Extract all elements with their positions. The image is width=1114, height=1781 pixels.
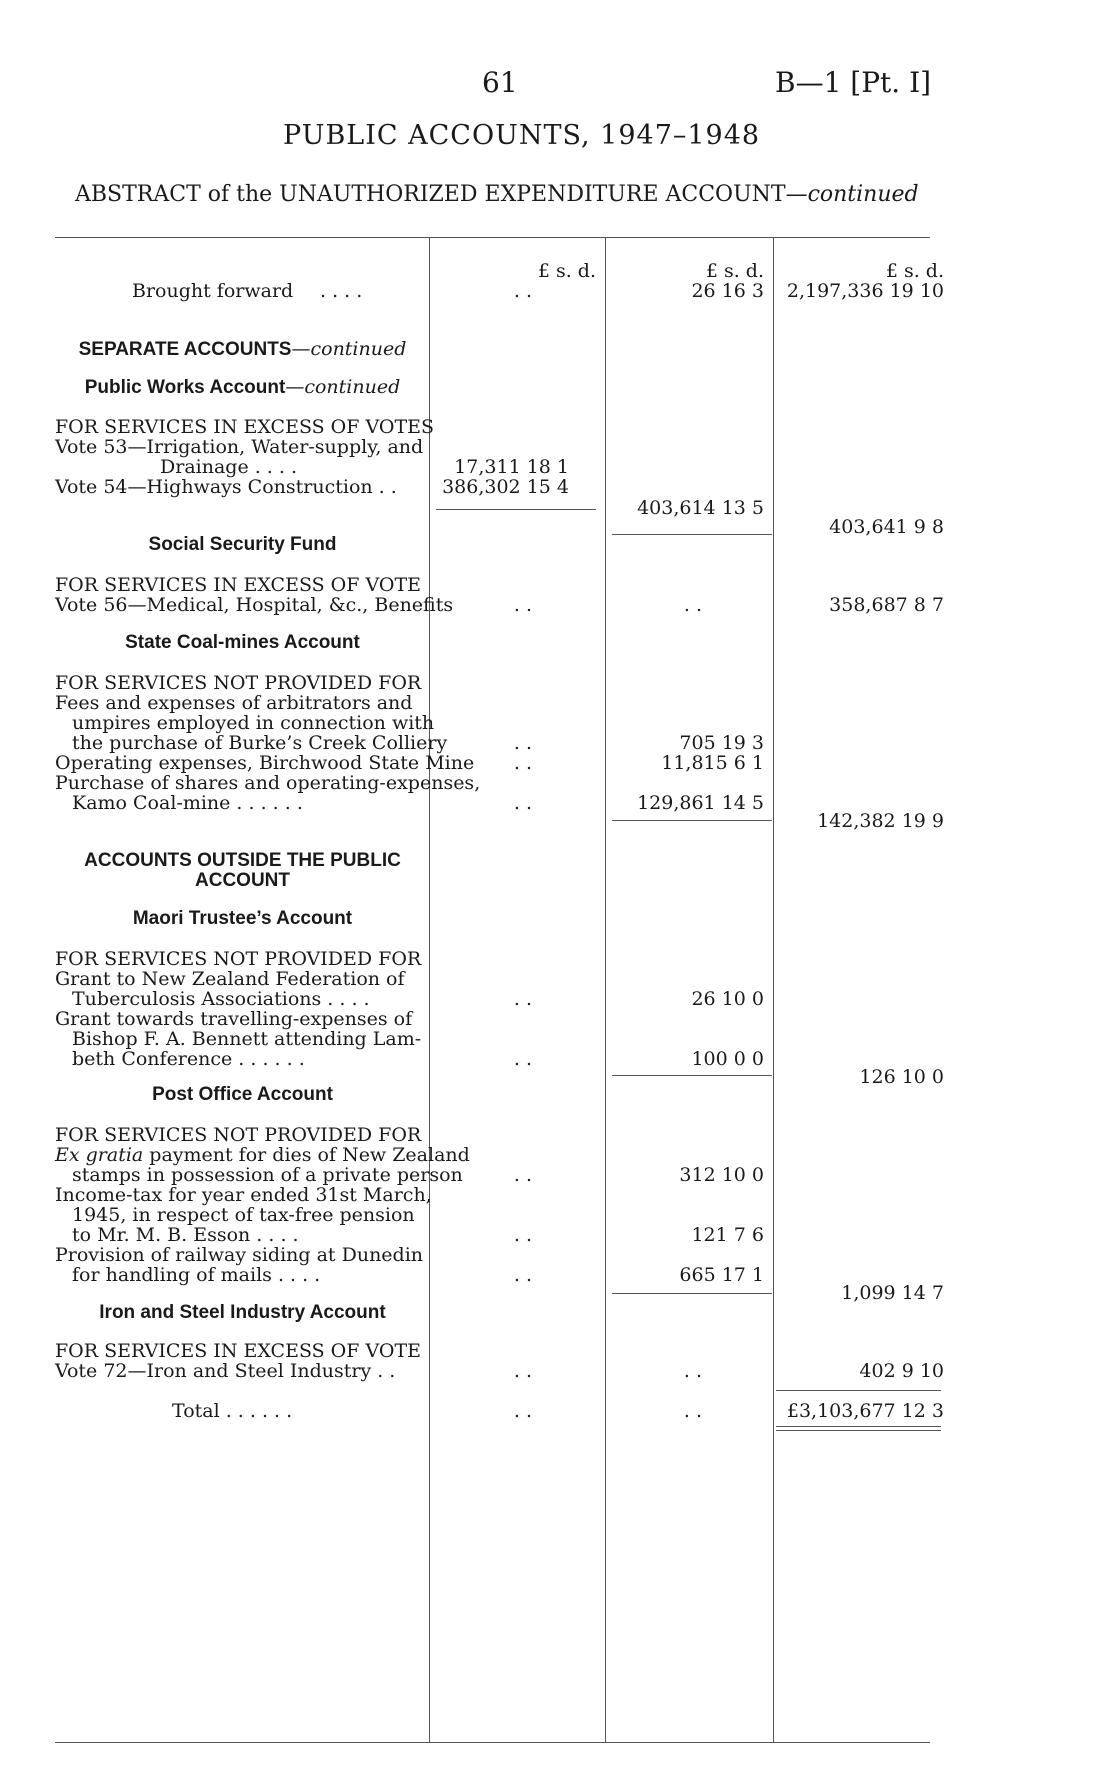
vote53-line2: Drainage . . . . — [160, 456, 298, 478]
post-item1-line1 — [55, 1144, 470, 1166]
table-top-rule — [55, 237, 930, 238]
public-works-rule-b — [612, 534, 772, 535]
coal-item2-col1: . . — [513, 752, 532, 774]
total-rule-bottom-2 — [776, 1430, 941, 1431]
coal-item2-label: Operating expenses, Birchwood State Mine — [55, 752, 475, 774]
coal-item2-value: 11,815 6 1 — [661, 752, 764, 774]
coal-item3-col1: . . — [513, 792, 532, 814]
separate-accounts-heading — [55, 338, 430, 361]
coal-mines-rule — [612, 820, 772, 821]
coal-item1-value: 705 19 3 — [679, 732, 764, 754]
public-works-subtotal: 403,614 13 5 — [637, 497, 764, 519]
post-item1-line1-text: payment for dies of New Zealand — [143, 1144, 470, 1166]
total-rule-top — [776, 1390, 941, 1391]
vote56-label: Vote 56—Medical, Hospital, &c., Benefits — [55, 594, 454, 616]
post-office-total: 1,099 14 7 — [841, 1282, 944, 1304]
outside-heading-line2: ACCOUNT — [195, 870, 290, 891]
maori-item1-line2: Tuberculosis Associations . . . . — [72, 988, 370, 1010]
iron-steel-heading: Iron and Steel Industry Account — [99, 1302, 386, 1323]
brought-forward-col3: 2,197,336 19 10 — [786, 280, 944, 302]
vote56-col2: . . — [683, 594, 702, 616]
outside-heading-line1: ACCOUNTS OUTSIDE THE PUBLIC — [84, 850, 401, 871]
column-rule-3 — [773, 237, 774, 1742]
post-item3-col1: . . — [513, 1264, 532, 1286]
page-number: 61 — [482, 66, 518, 99]
currency-header-col2: £ s. d. — [705, 260, 764, 282]
iron-steel-total: 402 9 10 — [859, 1360, 944, 1382]
vote53-line1: Vote 53—Irrigation, Water-supply, and — [55, 436, 424, 458]
page-title: PUBLIC ACCOUNTS, 1947–1948 — [283, 120, 761, 151]
public-works-continued: —continued — [285, 376, 401, 398]
maori-item2-line1: Grant towards travelling-expenses of — [55, 1008, 413, 1030]
public-works-heading — [55, 376, 430, 399]
post-item1-line2: stamps in possession of a private person — [72, 1164, 463, 1186]
grand-total-value: £3,103,677 12 3 — [786, 1400, 944, 1422]
maori-item1-line1: Grant to New Zealand Federation of — [55, 968, 405, 990]
grand-total-col2: . . — [683, 1400, 702, 1422]
vote72-col2: . . — [683, 1360, 702, 1382]
coal-mines-services: FOR SERVICES NOT PROVIDED FOR — [55, 672, 422, 694]
vote53-value: 17,311 18 1 — [454, 456, 569, 478]
post-item2-col1: . . — [513, 1224, 532, 1246]
grand-total-label: Total . . . . . . — [172, 1400, 293, 1422]
social-security-services: FOR SERVICES IN EXCESS OF VOTE — [55, 574, 421, 596]
subtitle-main: ABSTRACT of the UNAUTHORIZED EXPENDITURE ACCOUNT — [75, 182, 786, 207]
maori-item2-value: 100 0 0 — [691, 1048, 764, 1070]
coal-item1-line3: the purchase of Burke’s Creek Colliery — [72, 732, 448, 754]
currency-header-col1: £ s. d. — [537, 260, 596, 282]
grand-total-col1: . . — [513, 1400, 532, 1422]
post-item2-line1: Income-tax for year ended 31st March, — [55, 1184, 432, 1206]
page-subtitle — [75, 182, 919, 207]
post-office-services: FOR SERVICES NOT PROVIDED FOR — [55, 1124, 422, 1146]
maori-services: FOR SERVICES NOT PROVIDED FOR — [55, 948, 422, 970]
column-rule-1 — [429, 237, 430, 1742]
ex-gratia-text: Ex gratia — [55, 1144, 144, 1166]
post-item1-value: 312 10 0 — [679, 1164, 764, 1186]
vote56-col1: . . — [513, 594, 532, 616]
iron-steel-services: FOR SERVICES IN EXCESS OF VOTE — [55, 1340, 421, 1362]
maori-total: 126 10 0 — [859, 1066, 944, 1088]
document-reference: B—1 [Pt. I] — [775, 66, 932, 99]
coal-mines-total: 142,382 19 9 — [817, 810, 944, 832]
brought-forward-col1: . . — [513, 280, 532, 302]
post-item2-value: 121 7 6 — [691, 1224, 764, 1246]
coal-item3-line2: Kamo Coal-mine . . . . . . — [72, 792, 303, 814]
post-office-rule — [612, 1293, 772, 1294]
maori-heading: Maori Trustee’s Account — [132, 908, 353, 929]
coal-item3-line1: Purchase of shares and operating-expenses, — [55, 772, 481, 794]
column-rule-2 — [605, 237, 606, 1742]
brought-forward-dots: . . . . — [320, 280, 363, 302]
vote72-label: Vote 72—Iron and Steel Industry . . — [55, 1360, 396, 1382]
vote54-value: 386,302 15 4 — [442, 476, 569, 498]
post-item3-value: 665 17 1 — [679, 1264, 764, 1286]
separate-accounts-continued: —continued — [291, 338, 407, 360]
coal-item3-value: 129,861 14 5 — [637, 792, 764, 814]
maori-item1-col1: . . — [513, 988, 532, 1010]
social-security-total: 358,687 8 7 — [829, 594, 944, 616]
public-works-total: 403,641 9 8 — [829, 516, 944, 538]
coal-item1-line2: umpires employed in connection with — [72, 712, 435, 734]
vote72-col1: . . — [513, 1360, 532, 1382]
post-item2-line2: 1945, in respect of tax-free pension — [72, 1204, 415, 1226]
separate-accounts-title: SEPARATE ACCOUNTS — [78, 339, 292, 360]
maori-item1-value: 26 10 0 — [691, 988, 764, 1010]
subtitle-continued: —continued — [785, 182, 919, 207]
post-item2-line3: to Mr. M. B. Esson . . . . — [72, 1224, 299, 1246]
maori-item2-col1: . . — [513, 1048, 532, 1070]
public-works-title: Public Works Account — [84, 377, 286, 398]
coal-item1-line1: Fees and expenses of arbitrators and — [55, 692, 413, 714]
social-security-heading: Social Security Fund — [148, 534, 337, 555]
post-item1-col1: . . — [513, 1164, 532, 1186]
table-bottom-rule — [55, 1742, 930, 1743]
post-office-heading: Post Office Account — [152, 1084, 333, 1105]
brought-forward-col2: 26 16 3 — [691, 280, 764, 302]
maori-rule — [612, 1075, 772, 1076]
post-item3-line2: for handling of mails . . . . — [72, 1264, 321, 1286]
public-works-services: FOR SERVICES IN EXCESS OF VOTES — [55, 416, 435, 438]
coal-mines-heading: State Coal-mines Account — [125, 632, 360, 653]
brought-forward-label: Brought forward — [132, 280, 294, 302]
total-rule-bottom-1 — [776, 1426, 941, 1427]
coal-item1-col1: . . — [513, 732, 532, 754]
post-item3-line1: Provision of railway siding at Dunedin — [55, 1244, 424, 1266]
vote54-label: Vote 54—Highways Construction . . — [55, 476, 397, 498]
currency-header-col3: £ s. d. — [885, 260, 944, 282]
maori-item2-line2: Bishop F. A. Bennett attending Lam- — [72, 1028, 422, 1050]
public-works-rule-a — [436, 509, 596, 510]
maori-item2-line3: beth Conference . . . . . . — [72, 1048, 305, 1070]
